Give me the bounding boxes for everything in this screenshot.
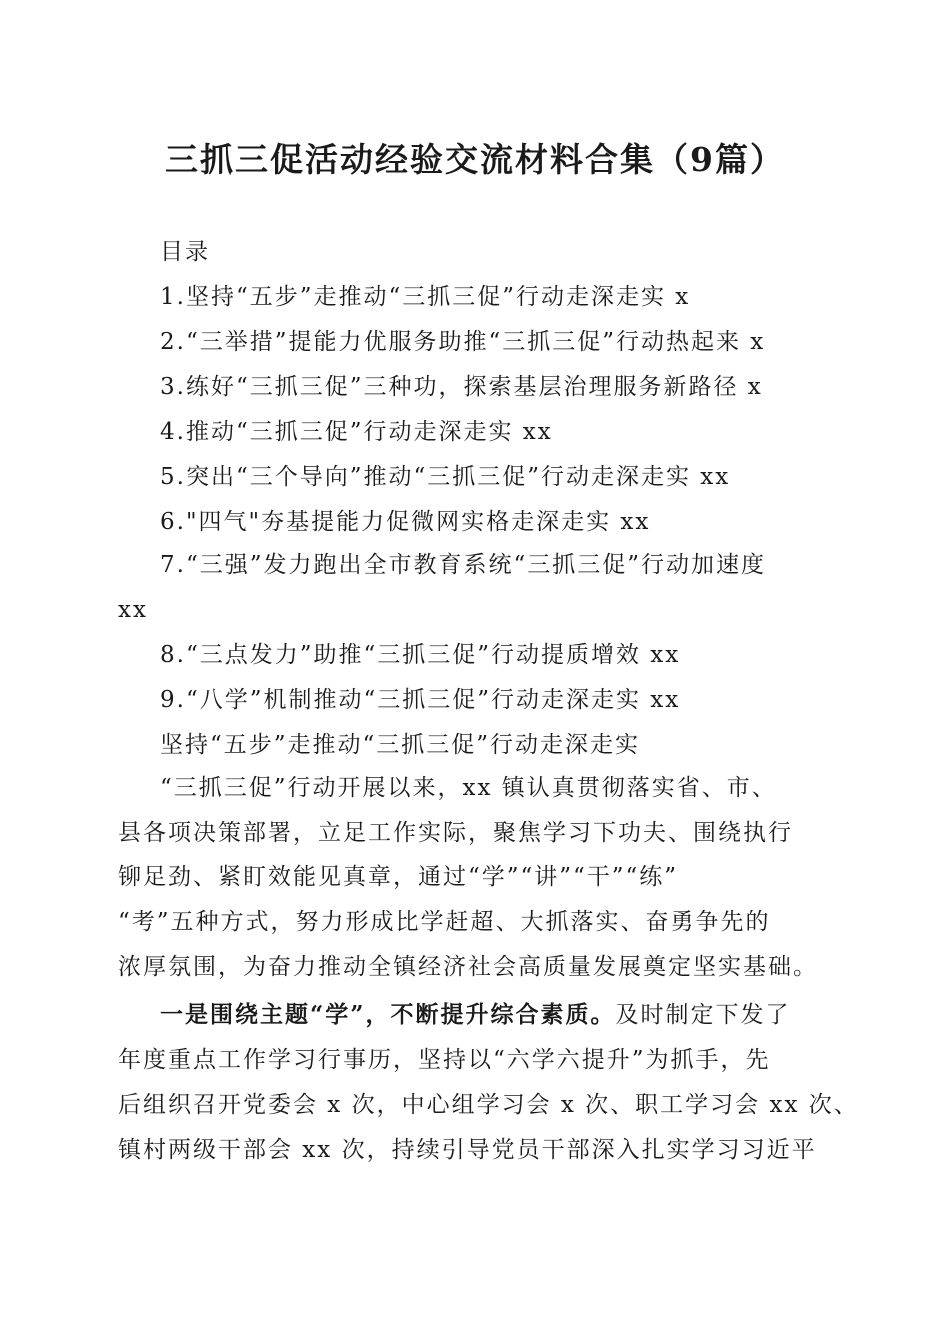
- paragraph-1-line-2: 县各项决策部署，立足工作实际，聚焦学习下功夫、围绕执行: [118, 820, 793, 846]
- paragraph-2-line-4: 镇村两级干部会 xx 次，持续引导党员干部深入扎实学习习近平: [118, 1137, 817, 1163]
- paragraph-1-line-5: 浓厚氛围，为奋力推动全镇经济社会高质量发展奠定坚实基础。: [118, 954, 818, 980]
- paragraph-1-line-3: 铆足劲、紧盯效能见真章，通过“学”“讲”“干”“练”: [118, 864, 679, 890]
- paragraph-2-lead: 一是围绕主题“学”，不断提升综合素质。: [160, 1001, 616, 1028]
- toc-item-2: 2.“三举措”提能力优服务助推“三抓三促”行动热起来 x: [160, 329, 766, 355]
- toc-heading: 目录: [160, 239, 210, 265]
- toc-item-7-continued: xx: [118, 597, 148, 623]
- toc-item-4: 4.推动“三抓三促”行动走深走实 xx: [160, 419, 553, 445]
- toc-item-8: 8.“三点发力”助推“三抓三促”行动提质增效 xx: [160, 642, 681, 668]
- article-title: 坚持“五步”走推动“三抓三促”行动走深走实: [160, 732, 641, 758]
- toc-item-6: 6."四气"夯基提能力促微网实格走深走实 xx: [160, 509, 651, 535]
- toc-item-7: 7.“三强”发力跑出全市教育系统“三抓三促”行动加速度: [160, 552, 766, 578]
- paragraph-2-line-3: 后组织召开党委会 x 次，中心组学习会 x 次、职工学习会 xx 次、: [118, 1092, 859, 1118]
- toc-item-1: 1.坚持“五步”走推动“三抓三促”行动走深走实 x: [160, 284, 691, 310]
- document-title: 三抓三促活动经验交流材料合集（9篇）: [165, 140, 785, 179]
- paragraph-1-line-4: “考”五种方式，努力形成比学赶超、大抓落实、奋勇争先的: [118, 909, 771, 935]
- paragraph-2-line-1: [160, 1000, 840, 1030]
- paragraph-2-first-rest: 及时制定下发了: [615, 1002, 791, 1028]
- paragraph-2-line-2: 年度重点工作学习行事历，坚持以“六学六提升”为抓手，先: [118, 1047, 771, 1073]
- toc-item-9: 9.“八学”机制推动“三抓三促”行动走深走实 xx: [160, 687, 681, 713]
- paragraph-1-line-1: “三抓三促”行动开展以来，xx 镇认真贯彻落实省、市、: [160, 775, 777, 801]
- toc-item-3: 3.练好“三抓三促”三种功，探索基层治理服务新路径 x: [160, 374, 763, 400]
- toc-item-5: 5.突出“三个导向”推动“三抓三促”行动走深走实 xx: [160, 464, 731, 490]
